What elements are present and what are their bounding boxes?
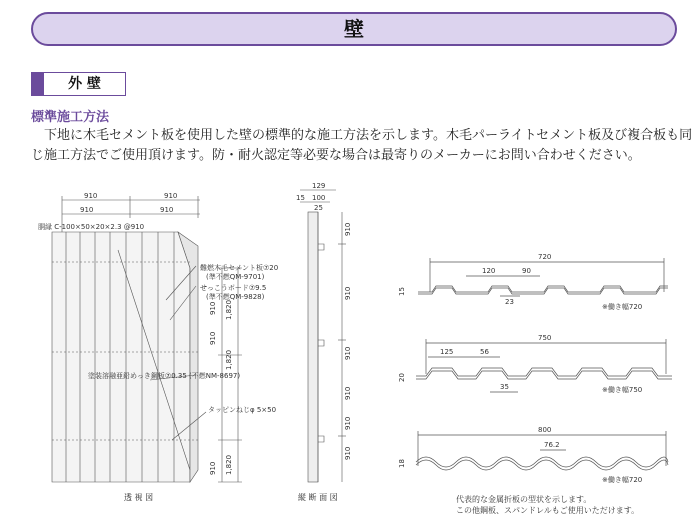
description-text: 下地に木毛セメント板を使用した壁の標準的な施工方法を示します。木毛パーライトセメント板及び複合板も同じ施工方法でご使用頂けます。防・耐火認定等必要な場合は最寄りのメーカーにお問い合わせください。 bbox=[31, 128, 693, 163]
profile-1-height: 15 bbox=[398, 287, 406, 296]
profile-2-flat: 56 bbox=[480, 348, 489, 356]
footer-note-line-1: 代表的な金属折板の型状を示します。 bbox=[456, 495, 592, 504]
perspective-caption: 透 視 図 bbox=[124, 493, 154, 502]
dim-side-5: 910 bbox=[209, 461, 217, 475]
dim-side-6: 1,820 bbox=[225, 454, 233, 475]
dim-side-2: 1,820 bbox=[225, 299, 233, 320]
section-dim-3: 100 bbox=[312, 194, 326, 202]
footer-note bbox=[456, 494, 639, 516]
profile-3-note: ※働き幅720 bbox=[602, 476, 643, 484]
dim-top-1: 910 bbox=[84, 192, 98, 200]
profile-3-pitch: 76.2 bbox=[544, 441, 560, 449]
label-wood-board-code: (準不燃QM-9701) bbox=[206, 273, 265, 281]
profile-1-note: ※働き幅720 bbox=[602, 303, 643, 311]
section-right-dim-3: 910 bbox=[344, 346, 352, 360]
section-right-dim-1: 910 bbox=[344, 222, 352, 236]
section-drawing bbox=[300, 190, 346, 482]
profile-3-width: 800 bbox=[538, 426, 552, 434]
profile-2-drawing bbox=[416, 339, 672, 392]
profile-3-height: 18 bbox=[398, 459, 406, 468]
dim-top-2: 910 bbox=[164, 192, 178, 200]
section-dim-4: 25 bbox=[314, 204, 323, 212]
profile-2-height: 20 bbox=[398, 373, 406, 382]
label-wood-board: 難燃木毛セメント板⑦20 bbox=[200, 264, 279, 272]
profile-3-drawing bbox=[416, 431, 668, 470]
section-title: 外 壁 bbox=[68, 76, 101, 92]
dim-side-3: 910 bbox=[209, 331, 217, 345]
profile-1-drawing bbox=[418, 258, 668, 296]
dim-side-4: 1,820 bbox=[225, 349, 233, 370]
section-dim-2: 15 bbox=[296, 194, 305, 202]
section-caption: 縦 断 面 図 bbox=[298, 493, 338, 502]
profile-2-pitch: 125 bbox=[440, 348, 454, 356]
dim-side-1: 910 bbox=[209, 301, 217, 315]
label-screw: タッピンねじφ 5×50 bbox=[208, 406, 277, 414]
profile-1-flat: 90 bbox=[522, 267, 531, 275]
profile-2-note: ※働き幅750 bbox=[602, 386, 643, 394]
profile-1-width: 720 bbox=[538, 253, 552, 261]
footer-note-line-2: この他鋼板、スパンドレルもご使用いただけます。 bbox=[456, 506, 640, 515]
section-dim-1: 129 bbox=[312, 182, 326, 190]
label-purlin: 胴縁 C-100×50×20×2.3 @910 bbox=[38, 223, 145, 231]
section-right-dim-4: 910 bbox=[344, 386, 352, 400]
standard-method-title: 標準施工方法 bbox=[31, 110, 110, 125]
profile-2-gap: 35 bbox=[500, 383, 509, 391]
section-right-dim-6: 910 bbox=[344, 446, 352, 460]
section-right-dim-5: 910 bbox=[344, 416, 352, 430]
label-steel: 塗装溶融亜鉛めっき鋼板⑦0.35 (不燃NM-8697) bbox=[88, 372, 241, 380]
profile-1-gap: 23 bbox=[505, 298, 514, 306]
label-gypsum: せっこうボード⑦9.5 bbox=[200, 284, 267, 292]
page-title: 壁 bbox=[344, 17, 364, 41]
label-gypsum-code: (準不燃QM-9828) bbox=[206, 293, 265, 301]
profile-2-width: 750 bbox=[538, 334, 552, 342]
dim-top-4: 910 bbox=[160, 206, 174, 214]
dim-top-3: 910 bbox=[80, 206, 94, 214]
section-right-dim-2: 910 bbox=[344, 286, 352, 300]
profile-1-pitch: 120 bbox=[482, 267, 496, 275]
